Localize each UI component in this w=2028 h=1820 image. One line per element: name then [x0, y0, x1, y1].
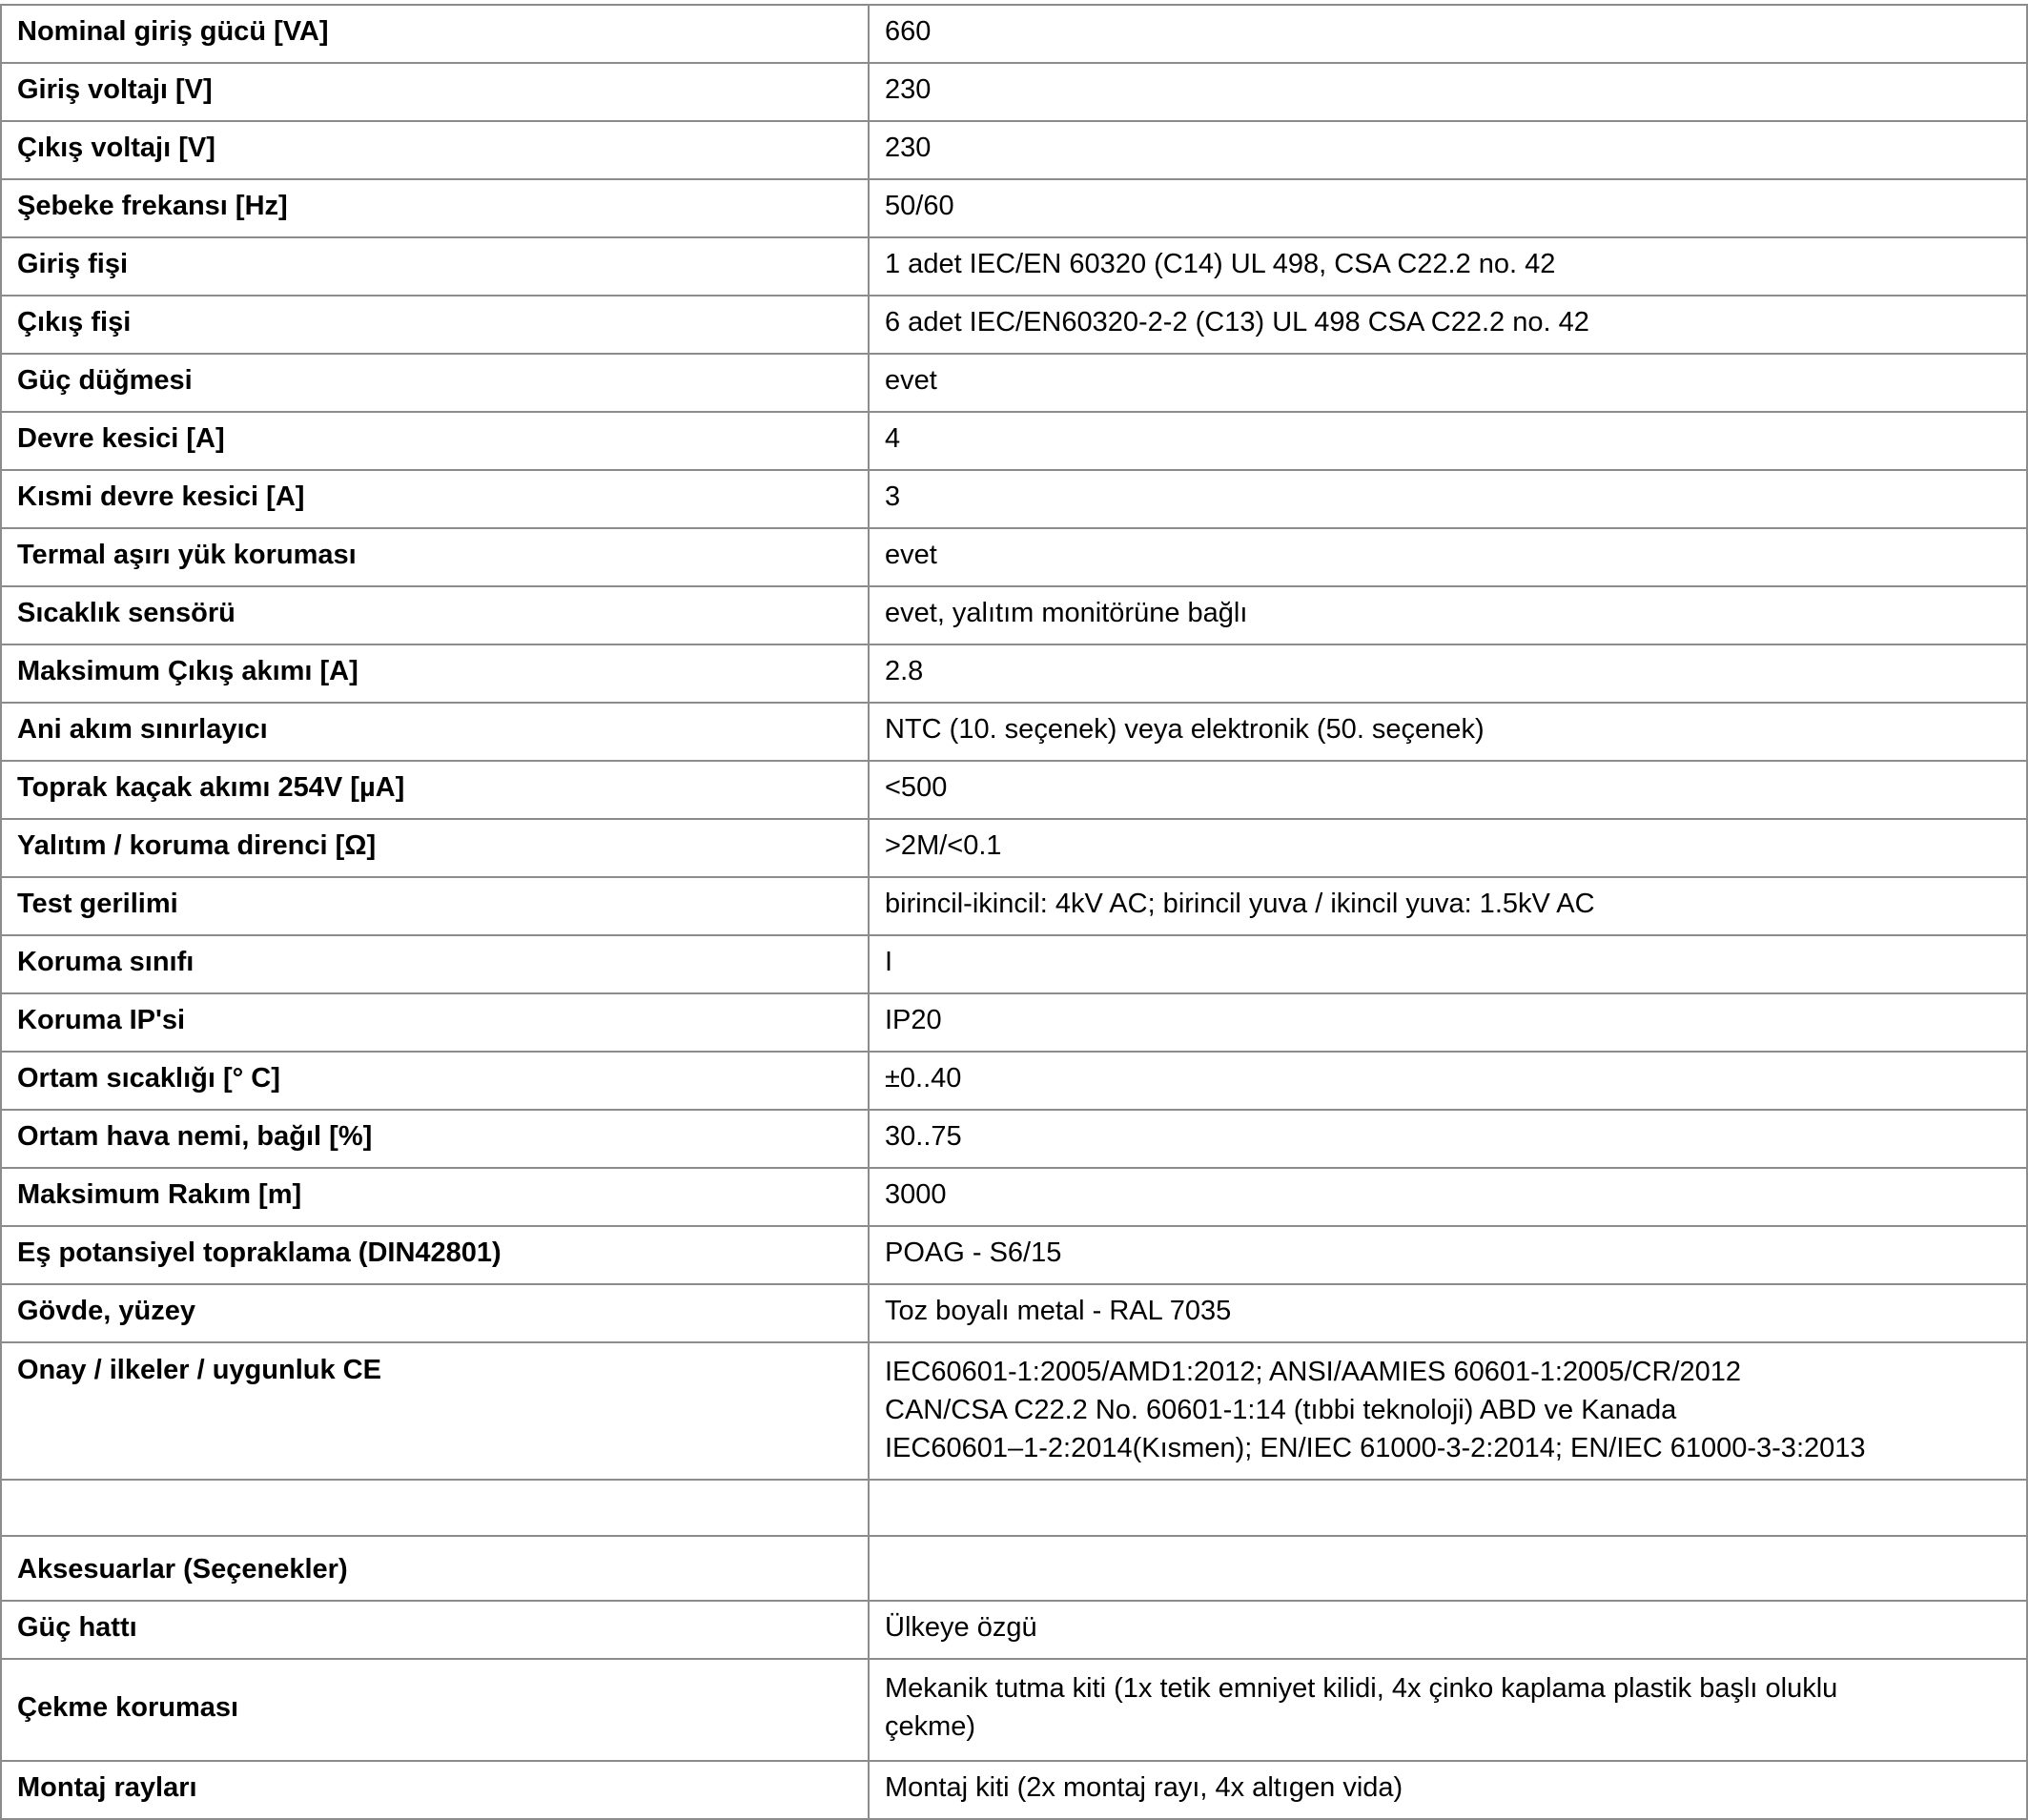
- pull-protection-line: çekme): [885, 1711, 976, 1742]
- row-value: 660: [869, 5, 2027, 63]
- table-row: [1, 644, 2027, 703]
- row-value: 30..75: [869, 1110, 2027, 1168]
- row-label: Çıkış voltajı [V]: [1, 121, 869, 179]
- row-label: Termal aşırı yük koruması: [1, 528, 869, 586]
- spec-table: [0, 4, 2028, 1820]
- row-label: Onay / ilkeler / uygunluk CE: [1, 1342, 869, 1480]
- row-value: 1 adet IEC/EN 60320 (C14) UL 498, CSA C22.2 no. 42: [869, 237, 2027, 296]
- row-label: Çıkış fişi: [1, 296, 869, 354]
- row-label: Kısmi devre kesici [A]: [1, 470, 869, 528]
- row-label: Nominal giriş gücü [VA]: [1, 5, 869, 63]
- row-label: Şebeke frekansı [Hz]: [1, 179, 869, 237]
- table-row: [1, 1761, 2027, 1819]
- table-row: [1, 877, 2027, 935]
- row-label: Ani akım sınırlayıcı: [1, 703, 869, 761]
- row-label: Giriş voltajı [V]: [1, 63, 869, 121]
- row-value: POAG - S6/15: [869, 1226, 2027, 1284]
- row-label: Toprak kaçak akımı 254V [µA]: [1, 761, 869, 819]
- row-value: 4: [869, 412, 2027, 470]
- table-row: [1, 1536, 2027, 1601]
- table-row: [1, 1601, 2027, 1659]
- row-value: ±0..40: [869, 1052, 2027, 1110]
- pull-protection-line: Mekanik tutma kiti (1x tetik emniyet kilidi, 4x çinko kaplama plastik başlı oluklu: [885, 1673, 1838, 1704]
- row-value: Ülkeye özgü: [869, 1601, 2027, 1659]
- table-row: [1, 819, 2027, 877]
- row-label: Eş potansiyel topraklama (DIN42801): [1, 1226, 869, 1284]
- row-value: evet, yalıtım monitörüne bağlı: [869, 586, 2027, 644]
- row-label: Yalıtım / koruma direnci [Ω]: [1, 819, 869, 877]
- row-value: <500: [869, 761, 2027, 819]
- table-row: [1, 528, 2027, 586]
- row-value: evet: [869, 354, 2027, 412]
- row-value: [869, 1659, 2027, 1761]
- row-label: Giriş fişi: [1, 237, 869, 296]
- row-label-empty: [1, 1480, 869, 1536]
- row-value: NTC (10. seçenek) veya elektronik (50. seçenek): [869, 703, 2027, 761]
- row-value: 230: [869, 63, 2027, 121]
- table-row: [1, 586, 2027, 644]
- table-row: [1, 935, 2027, 993]
- row-label: Çekme koruması: [1, 1659, 869, 1761]
- row-value: >2M/<0.1: [869, 819, 2027, 877]
- table-row: [1, 121, 2027, 179]
- row-label: Devre kesici [A]: [1, 412, 869, 470]
- table-row: [1, 1226, 2027, 1284]
- table-row: [1, 237, 2027, 296]
- row-label: Güç düğmesi: [1, 354, 869, 412]
- row-value: evet: [869, 528, 2027, 586]
- table-row: [1, 179, 2027, 237]
- row-value: 3000: [869, 1168, 2027, 1226]
- approval-line: CAN/CSA C22.2 No. 60601-1:14 (tıbbi teknoloji) ABD ve Kanada: [885, 1395, 1677, 1425]
- table-row: [1, 5, 2027, 63]
- row-value: 3: [869, 470, 2027, 528]
- row-value-empty: [869, 1536, 2027, 1601]
- row-label: Koruma sınıfı: [1, 935, 869, 993]
- row-value: 6 adet IEC/EN60320-2-2 (C13) UL 498 CSA C22.2 no. 42: [869, 296, 2027, 354]
- table-row: [1, 761, 2027, 819]
- table-row: [1, 470, 2027, 528]
- table-row: [1, 1168, 2027, 1226]
- row-value: I: [869, 935, 2027, 993]
- table-row: [1, 703, 2027, 761]
- row-value: 230: [869, 121, 2027, 179]
- table-row: [1, 354, 2027, 412]
- table-row: [1, 63, 2027, 121]
- row-label: Gövde, yüzey: [1, 1284, 869, 1342]
- row-label: Maksimum Çıkış akımı [A]: [1, 644, 869, 703]
- table-row: [1, 1052, 2027, 1110]
- row-value: [869, 1342, 2027, 1480]
- approval-line: IEC60601-1:2005/AMD1:2012; ANSI/AAMIES 60601-1:2005/CR/2012: [885, 1357, 1741, 1387]
- table-row: [1, 1342, 2027, 1480]
- row-value: 50/60: [869, 179, 2027, 237]
- row-label: Maksimum Rakım [m]: [1, 1168, 869, 1226]
- table-row: [1, 1284, 2027, 1342]
- table-row: [1, 1659, 2027, 1761]
- table-row-empty: [1, 1480, 2027, 1536]
- row-value: IP20: [869, 993, 2027, 1052]
- row-label: Sıcaklık sensörü: [1, 586, 869, 644]
- row-label: Koruma IP'si: [1, 993, 869, 1052]
- row-label: Güç hattı: [1, 1601, 869, 1659]
- approval-line: IEC60601–1-2:2014(Kısmen); EN/IEC 61000-3-2:2014; EN/IEC 61000-3-3:2013: [885, 1433, 1866, 1463]
- row-value-empty: [869, 1480, 2027, 1536]
- table-row: [1, 993, 2027, 1052]
- table-row: [1, 1110, 2027, 1168]
- row-value: birincil-ikincil: 4kV AC; birincil yuva / ikincil yuva: 1.5kV AC: [869, 877, 2027, 935]
- spec-table-body: [1, 5, 2027, 1819]
- row-label: Ortam sıcaklığı [° C]: [1, 1052, 869, 1110]
- accessories-heading: Aksesuarlar (Seçenekler): [1, 1536, 869, 1601]
- row-value: Toz boyalı metal - RAL 7035: [869, 1284, 2027, 1342]
- row-value: Montaj kiti (2x montaj rayı, 4x altıgen vida): [869, 1761, 2027, 1819]
- row-label: Ortam hava nemi, bağıl [%]: [1, 1110, 869, 1168]
- row-label: Test gerilimi: [1, 877, 869, 935]
- row-label: Montaj rayları: [1, 1761, 869, 1819]
- table-row: [1, 412, 2027, 470]
- row-value: 2.8: [869, 644, 2027, 703]
- table-row: [1, 296, 2027, 354]
